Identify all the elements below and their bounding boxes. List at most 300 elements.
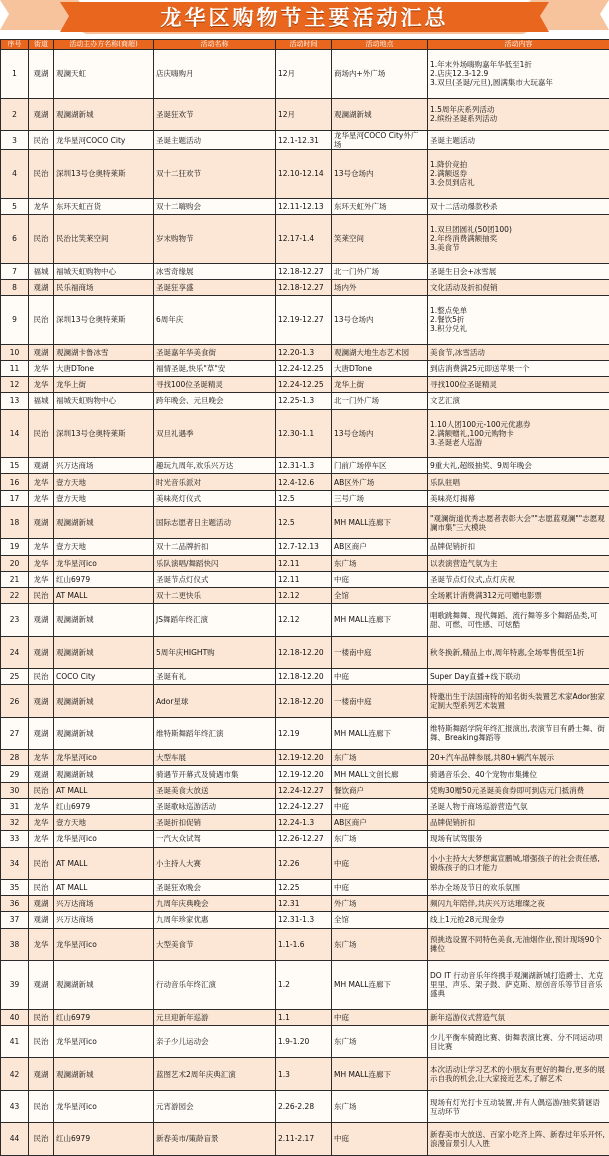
table-cell: 双十二品牌折扣	[154, 539, 276, 555]
table-cell: 品牌促销折扣	[428, 815, 609, 831]
table-cell: Ador星球	[154, 685, 276, 717]
table-cell: 2	[1, 98, 29, 130]
table-cell: 全馆	[332, 588, 428, 604]
table-cell: 龙华	[29, 831, 54, 847]
table-cell: 2.11-2.17	[276, 1123, 332, 1155]
table-cell: 32	[1, 815, 29, 831]
table-cell: 12.12	[276, 588, 332, 604]
table-cell: 小小主持大大梦想寓宣鹏城,增强孩子的社会责任感,锻炼孩子的口才能力	[428, 847, 609, 879]
table-cell: 餐饮商户	[332, 782, 428, 798]
table-cell: 11	[1, 360, 29, 376]
table-cell: 美味亮灯揭幕	[428, 490, 609, 506]
table-cell: 凭购30赠50元圣诞美食券即可到店元门抵消费	[428, 782, 609, 798]
table-cell: 12.7-12.13	[276, 539, 332, 555]
table-cell: 圣诞嘉年华美食街	[154, 344, 276, 360]
table-cell: 新春美市大放送、百家小吃齐上阵、新春过年乐开怀,浪漫盲景引人入胜	[428, 1123, 609, 1155]
table-cell: 兴万达商场	[54, 896, 154, 912]
table-cell: 17	[1, 490, 29, 506]
table-cell: 23	[1, 604, 29, 636]
table-cell: 圣诞人物于商场巡游营造气氛	[428, 798, 609, 814]
table-cell: MH MALL连廊下	[332, 506, 428, 538]
table-cell: 龙华星河ico	[54, 1025, 154, 1057]
table-cell: MH MALL连廊下	[332, 717, 428, 749]
table-cell: 18	[1, 506, 29, 538]
table-cell: 民治	[29, 879, 54, 895]
table-row	[1, 279, 609, 295]
table-cell: 圣诞有礼	[154, 669, 276, 685]
table-cell: 观澜湖新城	[54, 636, 154, 668]
table-cell: 观澜湖大地生态艺术园	[332, 344, 428, 360]
table-cell: 场内外	[332, 279, 428, 295]
table-cell: MH MALL连廊下	[332, 604, 428, 636]
table-cell: 12.12	[276, 604, 332, 636]
table-row	[1, 150, 609, 199]
table-cell: 龙华	[29, 377, 54, 393]
table-cell: 乐队演唱/舞蹈快闪	[154, 555, 276, 571]
table-cell: 全馆	[332, 912, 428, 928]
table-cell: 民治	[29, 1025, 54, 1057]
table-cell: 圣诞节点灯仪式,点灯庆祝	[428, 571, 609, 587]
table-row	[1, 1025, 609, 1057]
table-cell: 12.18-12.20	[276, 669, 332, 685]
table-cell: 龙华上街	[332, 377, 428, 393]
table-cell: 12.19-12.20	[276, 766, 332, 782]
table-cell: 27	[1, 717, 29, 749]
table-cell: AB区商户	[332, 815, 428, 831]
table-cell: 9	[1, 296, 29, 345]
table-cell: 中庭	[332, 1123, 428, 1155]
table-cell: 观湖	[29, 636, 54, 668]
table-cell: 北一门外广场	[332, 263, 428, 279]
table-cell: 龙华	[29, 474, 54, 490]
table-cell: 元旦迎新年巡游	[154, 1009, 276, 1025]
table-cell: 大唐DTone	[54, 360, 154, 376]
column-header: 活动名称	[154, 40, 276, 50]
table-cell: 圣诞狂享盛	[154, 279, 276, 295]
table-cell: AT MALL	[54, 879, 154, 895]
table-cell: 观湖	[29, 344, 54, 360]
table-cell: 壹方天地	[54, 474, 154, 490]
table-cell: 14	[1, 409, 29, 458]
table-cell: 跨年晚会、元旦晚会	[154, 393, 276, 409]
table-cell: 龙华星河ico	[54, 1090, 154, 1122]
table-row	[1, 474, 609, 490]
table-cell: 深圳13号仓奥特莱斯	[54, 296, 154, 345]
table-cell: AT MALL	[54, 847, 154, 879]
table-cell: 12.25	[276, 879, 332, 895]
table-cell: 民治	[29, 214, 54, 263]
table-cell: 12.11	[276, 571, 332, 587]
table-cell: 双十二嗨购会	[154, 198, 276, 214]
table-cell: 唱歌跳舞舞、现代舞蹈、流行舞等多个舞蹈品类,可甜、可燃、可性感、可炫酷	[428, 604, 609, 636]
table-cell: 商场内+外广场	[332, 50, 428, 99]
table-cell: 九周年珍家优惠	[154, 912, 276, 928]
table-cell: 1.3	[276, 1058, 332, 1090]
table-cell: 42	[1, 1058, 29, 1090]
table-cell: 观澜湖新城	[332, 98, 428, 130]
table-cell: 圣诞主题活动	[428, 131, 609, 150]
table-cell: 观湖	[29, 458, 54, 474]
table-cell: 12.19-12.27	[276, 296, 332, 345]
table-cell: 到店消费满25元即送苹果一个	[428, 360, 609, 376]
table-cell: 观湖	[29, 1058, 54, 1090]
table-cell: 中庭	[332, 669, 428, 685]
table-cell: COCO City	[54, 669, 154, 685]
table-cell: 龙华	[29, 928, 54, 960]
table-body	[1, 50, 609, 1156]
table-cell: 龙华	[29, 198, 54, 214]
table-cell: 国际志愿者日主题活动	[154, 506, 276, 538]
table-cell: 双十二更快乐	[154, 588, 276, 604]
table-cell: AT MALL	[54, 588, 154, 604]
table-row	[1, 636, 609, 668]
table-cell: 12.10-12.14	[276, 150, 332, 199]
table-cell: 12.18-12.27	[276, 279, 332, 295]
table-cell: 21	[1, 571, 29, 587]
table-cell: 岁末购物节	[154, 214, 276, 263]
table-cell: "观澜街道优秀志愿者表彰大会""志愿蓝观澜""志愿观澜市集"三大模块	[428, 506, 609, 538]
table-row	[1, 571, 609, 587]
table-row	[1, 782, 609, 798]
table-cell: 龙华	[29, 555, 54, 571]
table-cell: 龙华上街	[54, 377, 154, 393]
table-cell: 寻找100位圣诞精灵	[154, 377, 276, 393]
table-cell: 12.31-1.3	[276, 458, 332, 474]
table-row	[1, 409, 609, 458]
table-cell: 龙华	[29, 539, 54, 555]
table-row	[1, 344, 609, 360]
column-header: 活动时间	[276, 40, 332, 50]
table-cell: 壹方天地	[54, 539, 154, 555]
table-cell: 举办全场及节日的欢乐氛围	[428, 879, 609, 895]
table-cell: 圣诞节点灯仪式	[154, 571, 276, 587]
table-cell: 骑遇节开幕式及骑遇市集	[154, 766, 276, 782]
table-cell: 1.降价竞拍 2.满额返券 3.会员到店礼	[428, 150, 609, 199]
table-cell: 行动音乐年终汇演	[154, 961, 276, 1010]
table-cell: 民治	[29, 150, 54, 199]
table-cell: 一楼南中庭	[332, 685, 428, 717]
table-cell: 福城	[29, 393, 54, 409]
table-cell: 小主持人大赛	[154, 847, 276, 879]
column-header: 活动地点	[332, 40, 428, 50]
table-row	[1, 539, 609, 555]
table-row	[1, 131, 609, 150]
table-cell: 民治	[29, 409, 54, 458]
table-cell: 趣玩九周年,欢乐兴万达	[154, 458, 276, 474]
table-cell: 东环天虹外广场	[332, 198, 428, 214]
table-cell: 龙华星河ico	[54, 750, 154, 766]
table-cell: 30	[1, 782, 29, 798]
table-cell: 12.11	[276, 555, 332, 571]
table-cell: 观澜湖新城	[54, 961, 154, 1010]
table-cell: 壹方天地	[54, 490, 154, 506]
table-cell: 民治	[29, 782, 54, 798]
table-cell: 1.2	[276, 961, 332, 1010]
table-cell: 福城天虹购物中心	[54, 393, 154, 409]
table-cell: 民治	[29, 1090, 54, 1122]
table-cell: 美味亮灯仪式	[154, 490, 276, 506]
table-cell: 中庭	[332, 571, 428, 587]
table-cell: 41	[1, 1025, 29, 1057]
table-cell: 12.4-12.6	[276, 474, 332, 490]
table-cell: 一楼南中庭	[332, 636, 428, 668]
table-cell: 19	[1, 539, 29, 555]
table-cell: 13号仓场内	[332, 150, 428, 199]
table-cell: 东广场	[332, 831, 428, 847]
table-cell: 观澜湖新城	[54, 766, 154, 782]
table-cell: 福城	[29, 263, 54, 279]
table-cell: 兴万达商场	[54, 912, 154, 928]
table-cell: 龙华星河COCO City外广场	[332, 131, 428, 150]
table-cell: 40	[1, 1009, 29, 1025]
table-cell: 龙华	[29, 750, 54, 766]
table-cell: 12.25-1.3	[276, 393, 332, 409]
table-cell: 观澜天虹	[54, 50, 154, 99]
table-cell: 29	[1, 766, 29, 782]
table-row	[1, 214, 609, 263]
table-cell: 深圳13号仓奥特莱斯	[54, 150, 154, 199]
table-cell: 笑莱空间	[332, 214, 428, 263]
table-cell: 39	[1, 961, 29, 1010]
table-cell: 12月	[276, 50, 332, 99]
table-cell: 大型美食节	[154, 928, 276, 960]
table-cell: 观澜湖新城	[54, 506, 154, 538]
table-cell: 时光音乐派对	[154, 474, 276, 490]
table-cell: 6周年庆	[154, 296, 276, 345]
table-cell: 24	[1, 636, 29, 668]
table-cell: Super Day直播+线下联动	[428, 669, 609, 685]
table-row	[1, 847, 609, 879]
column-header: 活动内容	[428, 40, 609, 50]
table-row	[1, 377, 609, 393]
table-row	[1, 928, 609, 960]
table-cell: 维特斯舞蹈学院年终汇报演出,表演节目有爵士舞、街舞、Breaking舞蹈等	[428, 717, 609, 749]
table-row	[1, 98, 609, 130]
table-row	[1, 198, 609, 214]
table-cell: 12.31-1.3	[276, 912, 332, 928]
table-cell: 九周年庆典晚会	[154, 896, 276, 912]
table-cell: 红山6979	[54, 798, 154, 814]
table-cell: 龙华星河ico	[54, 831, 154, 847]
table-row	[1, 296, 609, 345]
table-cell: 12.31	[276, 896, 332, 912]
table-row	[1, 490, 609, 506]
table-cell: 圣诞生日会+冰雪展	[428, 263, 609, 279]
table-cell: 1	[1, 50, 29, 99]
table-cell: 圣诞狂欢节	[154, 98, 276, 130]
table-cell: 12.19	[276, 717, 332, 749]
table-cell: 本次活动让学习艺术的小朋友有更好的舞台,更多的展示自我的机会,让大家接近艺术,了解艺术	[428, 1058, 609, 1090]
table-cell: 12.26	[276, 847, 332, 879]
table-cell: 34	[1, 847, 29, 879]
table-cell: 民治	[29, 847, 54, 879]
table-cell: 东广场	[332, 750, 428, 766]
table-cell: AB区商户	[332, 539, 428, 555]
table-cell: 龙华	[29, 798, 54, 814]
table-cell: MH MALL文创长廊	[332, 766, 428, 782]
table-row	[1, 896, 609, 912]
table-row	[1, 588, 609, 604]
table-cell: 维特斯舞蹈年终汇演	[154, 717, 276, 749]
table-cell: 观湖	[29, 50, 54, 99]
table-row	[1, 1090, 609, 1122]
table-cell: 36	[1, 896, 29, 912]
table-cell: 7	[1, 263, 29, 279]
table-cell: 圣诞美食大放送	[154, 782, 276, 798]
column-header: 活动主办方名称(商超)	[54, 40, 154, 50]
table-cell: 观湖	[29, 912, 54, 928]
table-cell: 民乐福商场	[54, 279, 154, 295]
table-cell: 频闪九年陪伴,共庆兴万达璀璨之夜	[428, 896, 609, 912]
table-cell: 观湖	[29, 766, 54, 782]
table-cell: 1.1-1.6	[276, 928, 332, 960]
table-cell: 20	[1, 555, 29, 571]
table-cell: 观湖	[29, 506, 54, 538]
table-row	[1, 717, 609, 749]
table-cell: 双旦礼遇季	[154, 409, 276, 458]
table-cell: 12.24-12.25	[276, 377, 332, 393]
table-cell: JS舞蹈年终汇演	[154, 604, 276, 636]
table-row	[1, 766, 609, 782]
table-cell: 12.24-12.25	[276, 360, 332, 376]
table-cell: 12.18-12.20	[276, 685, 332, 717]
table-cell: 蓝图艺术2周年庆典汇演	[154, 1058, 276, 1090]
table-cell: 1.5周年庆系列活动 2.缤纷圣诞系列活动	[428, 98, 609, 130]
table-cell: 龙华星河ico	[54, 555, 154, 571]
table-cell: 线上1元抢28元现金券	[428, 912, 609, 928]
table-cell: 12.5	[276, 490, 332, 506]
table-cell: 民治比笑莱空间	[54, 214, 154, 263]
table-cell: 6	[1, 214, 29, 263]
table-cell: 20+汽车品牌参展,共80+辆汽车展示	[428, 750, 609, 766]
title-banner	[0, 0, 609, 38]
table-cell: 东广场	[332, 1025, 428, 1057]
table-cell: 三号广场	[332, 490, 428, 506]
table-row	[1, 961, 609, 1010]
table-cell: 大型车展	[154, 750, 276, 766]
table-row	[1, 912, 609, 928]
table-cell: 1.双旦团圆礼(50团100) 2.年终消费满额抽奖 3.美食节	[428, 214, 609, 263]
table-cell: 民治	[29, 588, 54, 604]
table-cell: 龙华星河COCO City	[54, 131, 154, 150]
table-row	[1, 1009, 609, 1025]
table-cell: 12.24-12.27	[276, 798, 332, 814]
table-cell: 民治	[29, 1123, 54, 1155]
table-row	[1, 263, 609, 279]
table-cell: 店庆嗨购月	[154, 50, 276, 99]
table-row	[1, 604, 609, 636]
table-cell: 1.1	[276, 1009, 332, 1025]
table-cell: DO IT 行动音乐年终携手观澜湖新城打造爵士、尤克里里、声乐、架子鼓、萨克斯、原创音乐等节目音乐盛典	[428, 961, 609, 1010]
table-cell: 一汽大众试驾	[154, 831, 276, 847]
table-cell: 观澜湖新城	[54, 1058, 154, 1090]
table-row	[1, 750, 609, 766]
table-row	[1, 831, 609, 847]
table-row	[1, 879, 609, 895]
activity-table	[0, 39, 609, 1156]
table-cell: 文化活动及折扣促销	[428, 279, 609, 295]
table-cell: 文艺汇演	[428, 393, 609, 409]
table-cell: 观湖	[29, 98, 54, 130]
table-cell: 5	[1, 198, 29, 214]
table-row	[1, 669, 609, 685]
table-cell: 1.10人团100元-100元优惠券 2.满额赠礼,100元购物卡 3.圣诞老人巡游	[428, 409, 609, 458]
table-cell: 12.20-1.3	[276, 344, 332, 360]
table-cell: 22	[1, 588, 29, 604]
table-cell: 龙华星河ico	[54, 928, 154, 960]
table-cell: 12月	[276, 98, 332, 130]
table-cell: 元宵游园会	[154, 1090, 276, 1122]
table-cell: 12	[1, 377, 29, 393]
table-cell: 25	[1, 669, 29, 685]
table-cell: 福城天虹购物中心	[54, 263, 154, 279]
table-row	[1, 798, 609, 814]
table-cell: 新春美市/策龄盲景	[154, 1123, 276, 1155]
table-cell: 15	[1, 458, 29, 474]
table-cell: 12.19-12.20	[276, 750, 332, 766]
table-cell: 28	[1, 750, 29, 766]
table-cell: 中庭	[332, 879, 428, 895]
table-cell: 1.年末外场嗨购嘉年华低至1折 2.店庆12.3-12.9 3.双旦(圣诞/元旦),圆满集市大玩嘉年	[428, 50, 609, 99]
table-cell: 民治	[29, 669, 54, 685]
table-cell: 1.9-1.20	[276, 1025, 332, 1057]
table-row	[1, 50, 609, 99]
table-cell: 观澜湖新城	[54, 717, 154, 749]
table-cell: 外广场	[332, 896, 428, 912]
table-cell: 圣诞主题活动	[154, 131, 276, 150]
table-cell: 红山6979	[54, 1123, 154, 1155]
table-cell: 观澜湖新城	[54, 685, 154, 717]
column-header: 街道	[29, 40, 54, 50]
table-cell: 秋冬换新,精品上市,周年特惠,全场零售低至1折	[428, 636, 609, 668]
table-row	[1, 393, 609, 409]
table-cell: 民治	[29, 296, 54, 345]
table-cell: 12.18-12.27	[276, 263, 332, 279]
table-cell: 观湖	[29, 896, 54, 912]
table-cell: 43	[1, 1090, 29, 1122]
table-row	[1, 815, 609, 831]
table-cell: 12.30-1.1	[276, 409, 332, 458]
table-cell: 观湖	[29, 961, 54, 1010]
table-cell: 8	[1, 279, 29, 295]
table-cell: 13号仓场内	[332, 409, 428, 458]
table-cell: 观澜湖卡鲁冰雪	[54, 344, 154, 360]
table-cell: 圣诞折扣促销	[154, 815, 276, 831]
table-row	[1, 1058, 609, 1090]
table-cell: 中庭	[332, 798, 428, 814]
table-cell: 东环天虹百货	[54, 198, 154, 214]
table-cell: 2.26-2.28	[276, 1090, 332, 1122]
table-cell: 亲子少儿运动会	[154, 1025, 276, 1057]
table-cell: 12.26-12.27	[276, 831, 332, 847]
table-cell: MH MALL连廊下	[332, 1058, 428, 1090]
table-cell: 观湖	[29, 279, 54, 295]
table-cell: 35	[1, 879, 29, 895]
table-cell: 13	[1, 393, 29, 409]
table-cell: 观澜湖新城	[54, 98, 154, 130]
table-row	[1, 360, 609, 376]
table-cell: 福情圣诞,快乐"草"安	[154, 360, 276, 376]
table-cell: 预挑选设置不同特色美食,无油烟作业,预计现场90个摊位	[428, 928, 609, 960]
table-cell: 壹方天地	[54, 815, 154, 831]
table-cell: 红山6979	[54, 1009, 154, 1025]
table-cell: 观湖	[29, 604, 54, 636]
table-cell: 以表演营造气氛为主	[428, 555, 609, 571]
table-cell: 26	[1, 685, 29, 717]
table-cell: 观湖	[29, 717, 54, 749]
table-row	[1, 1123, 609, 1155]
table-cell: 现场有试驾服务	[428, 831, 609, 847]
